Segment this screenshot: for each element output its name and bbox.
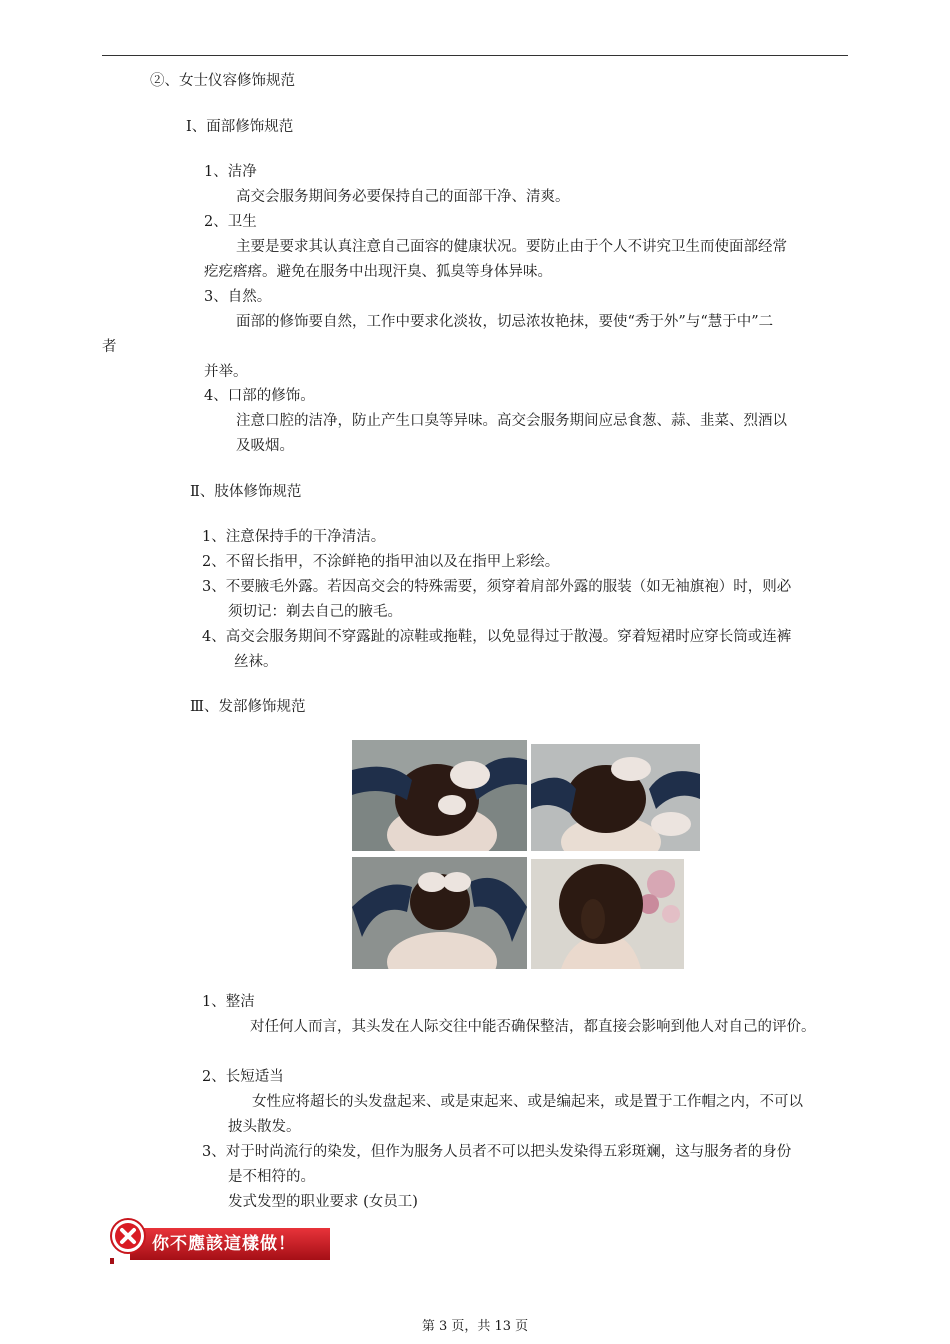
hair-photo-4 — [531, 859, 684, 969]
face-item-text: 及吸烟。 — [236, 438, 294, 454]
body-item-text: 3、不要腋毛外露。若因高交会的特殊需要，须穿着肩部外露的服装（如无袖旗袍）时，则必 — [202, 579, 792, 595]
hair-item-label: 2、长短适当 — [202, 1069, 284, 1085]
face-item-text: 面部的修饰要自然，工作中要求化淡妆，切忌浓妆艳抹，要使“秀于外”与“慧于中”二 — [236, 314, 774, 330]
body-item-text: 须切记：剃去自己的腋毛。 — [228, 604, 402, 620]
hair-item-text: 发式发型的职业要求 (女员工) — [228, 1194, 418, 1210]
subsection-title-hair: Ⅲ、发部修饰规范 — [190, 699, 306, 715]
face-item-text: 并举。 — [204, 364, 248, 380]
face-item-text: 主要是要求其认真注意自己面容的健康状况。要防止由于个人不讲究卫生而使面部经常 — [236, 239, 787, 255]
header-rule — [102, 55, 848, 56]
face-item-text: 者 — [102, 339, 117, 355]
subsection-title-face: Ⅰ、面部修饰规范 — [186, 119, 294, 135]
body-item-text: 2、不留长指甲，不涂鲜艳的指甲油以及在指甲上彩绘。 — [202, 554, 560, 570]
hair-item-text: 是不相符的。 — [228, 1169, 315, 1185]
body-item-text: 丝袜。 — [234, 654, 278, 670]
hair-photo-3 — [352, 857, 527, 969]
hair-photo-1 — [352, 740, 527, 851]
hair-item-text: 对任何人而言，其头发在人际交往中能否确保整洁，都直接会影响到他人对自己的评价。 — [250, 1019, 816, 1035]
face-item-label: 1、洁净 — [204, 164, 257, 180]
warning-banner — [108, 1218, 332, 1264]
body-item-text: 4、高交会服务期间不穿露趾的凉鞋或拖鞋，以免显得过于散漫。穿着短裙时应穿长筒或连裤 — [202, 629, 792, 645]
section-title: ②、女士仪容修饰规范 — [150, 73, 295, 89]
face-item-label: 2、卫生 — [204, 214, 257, 230]
face-item-label: 3、自然。 — [204, 289, 272, 305]
hair-item-text: 披头散发。 — [228, 1119, 301, 1135]
hair-item-label: 1、整洁 — [202, 994, 255, 1010]
hair-item-text: 女性应将超长的头发盘起来、或是束起来、或是编起来，或是置于工作帽之内，不可以 — [252, 1094, 803, 1110]
hair-photo-2 — [531, 744, 700, 851]
hair-item-label: 3、对于时尚流行的染发，但作为服务人员者不可以把头发染得五彩斑斓，这与服务者的身份 — [202, 1144, 792, 1160]
body-item-text: 1、注意保持手的干净清洁。 — [202, 529, 386, 545]
face-item-label: 4、口部的修饰。 — [204, 388, 315, 404]
page-number: 第 3 页，共 13 页 — [421, 1319, 529, 1334]
face-item-text: 疙疙瘩瘩。避免在服务中出现汗臭、狐臭等身体异味。 — [204, 264, 552, 280]
warning-banner-text: 你不應該這樣做！ — [152, 1234, 296, 1254]
face-item-text: 高交会服务期间务必要保持自己的面部干净、清爽。 — [236, 189, 570, 205]
face-item-text: 注意口腔的洁净，防止产生口臭等异味。高交会服务期间应忌食葱、蒜、韭菜、烈酒以 — [236, 413, 787, 429]
subsection-title-body: Ⅱ、肢体修饰规范 — [190, 484, 302, 500]
